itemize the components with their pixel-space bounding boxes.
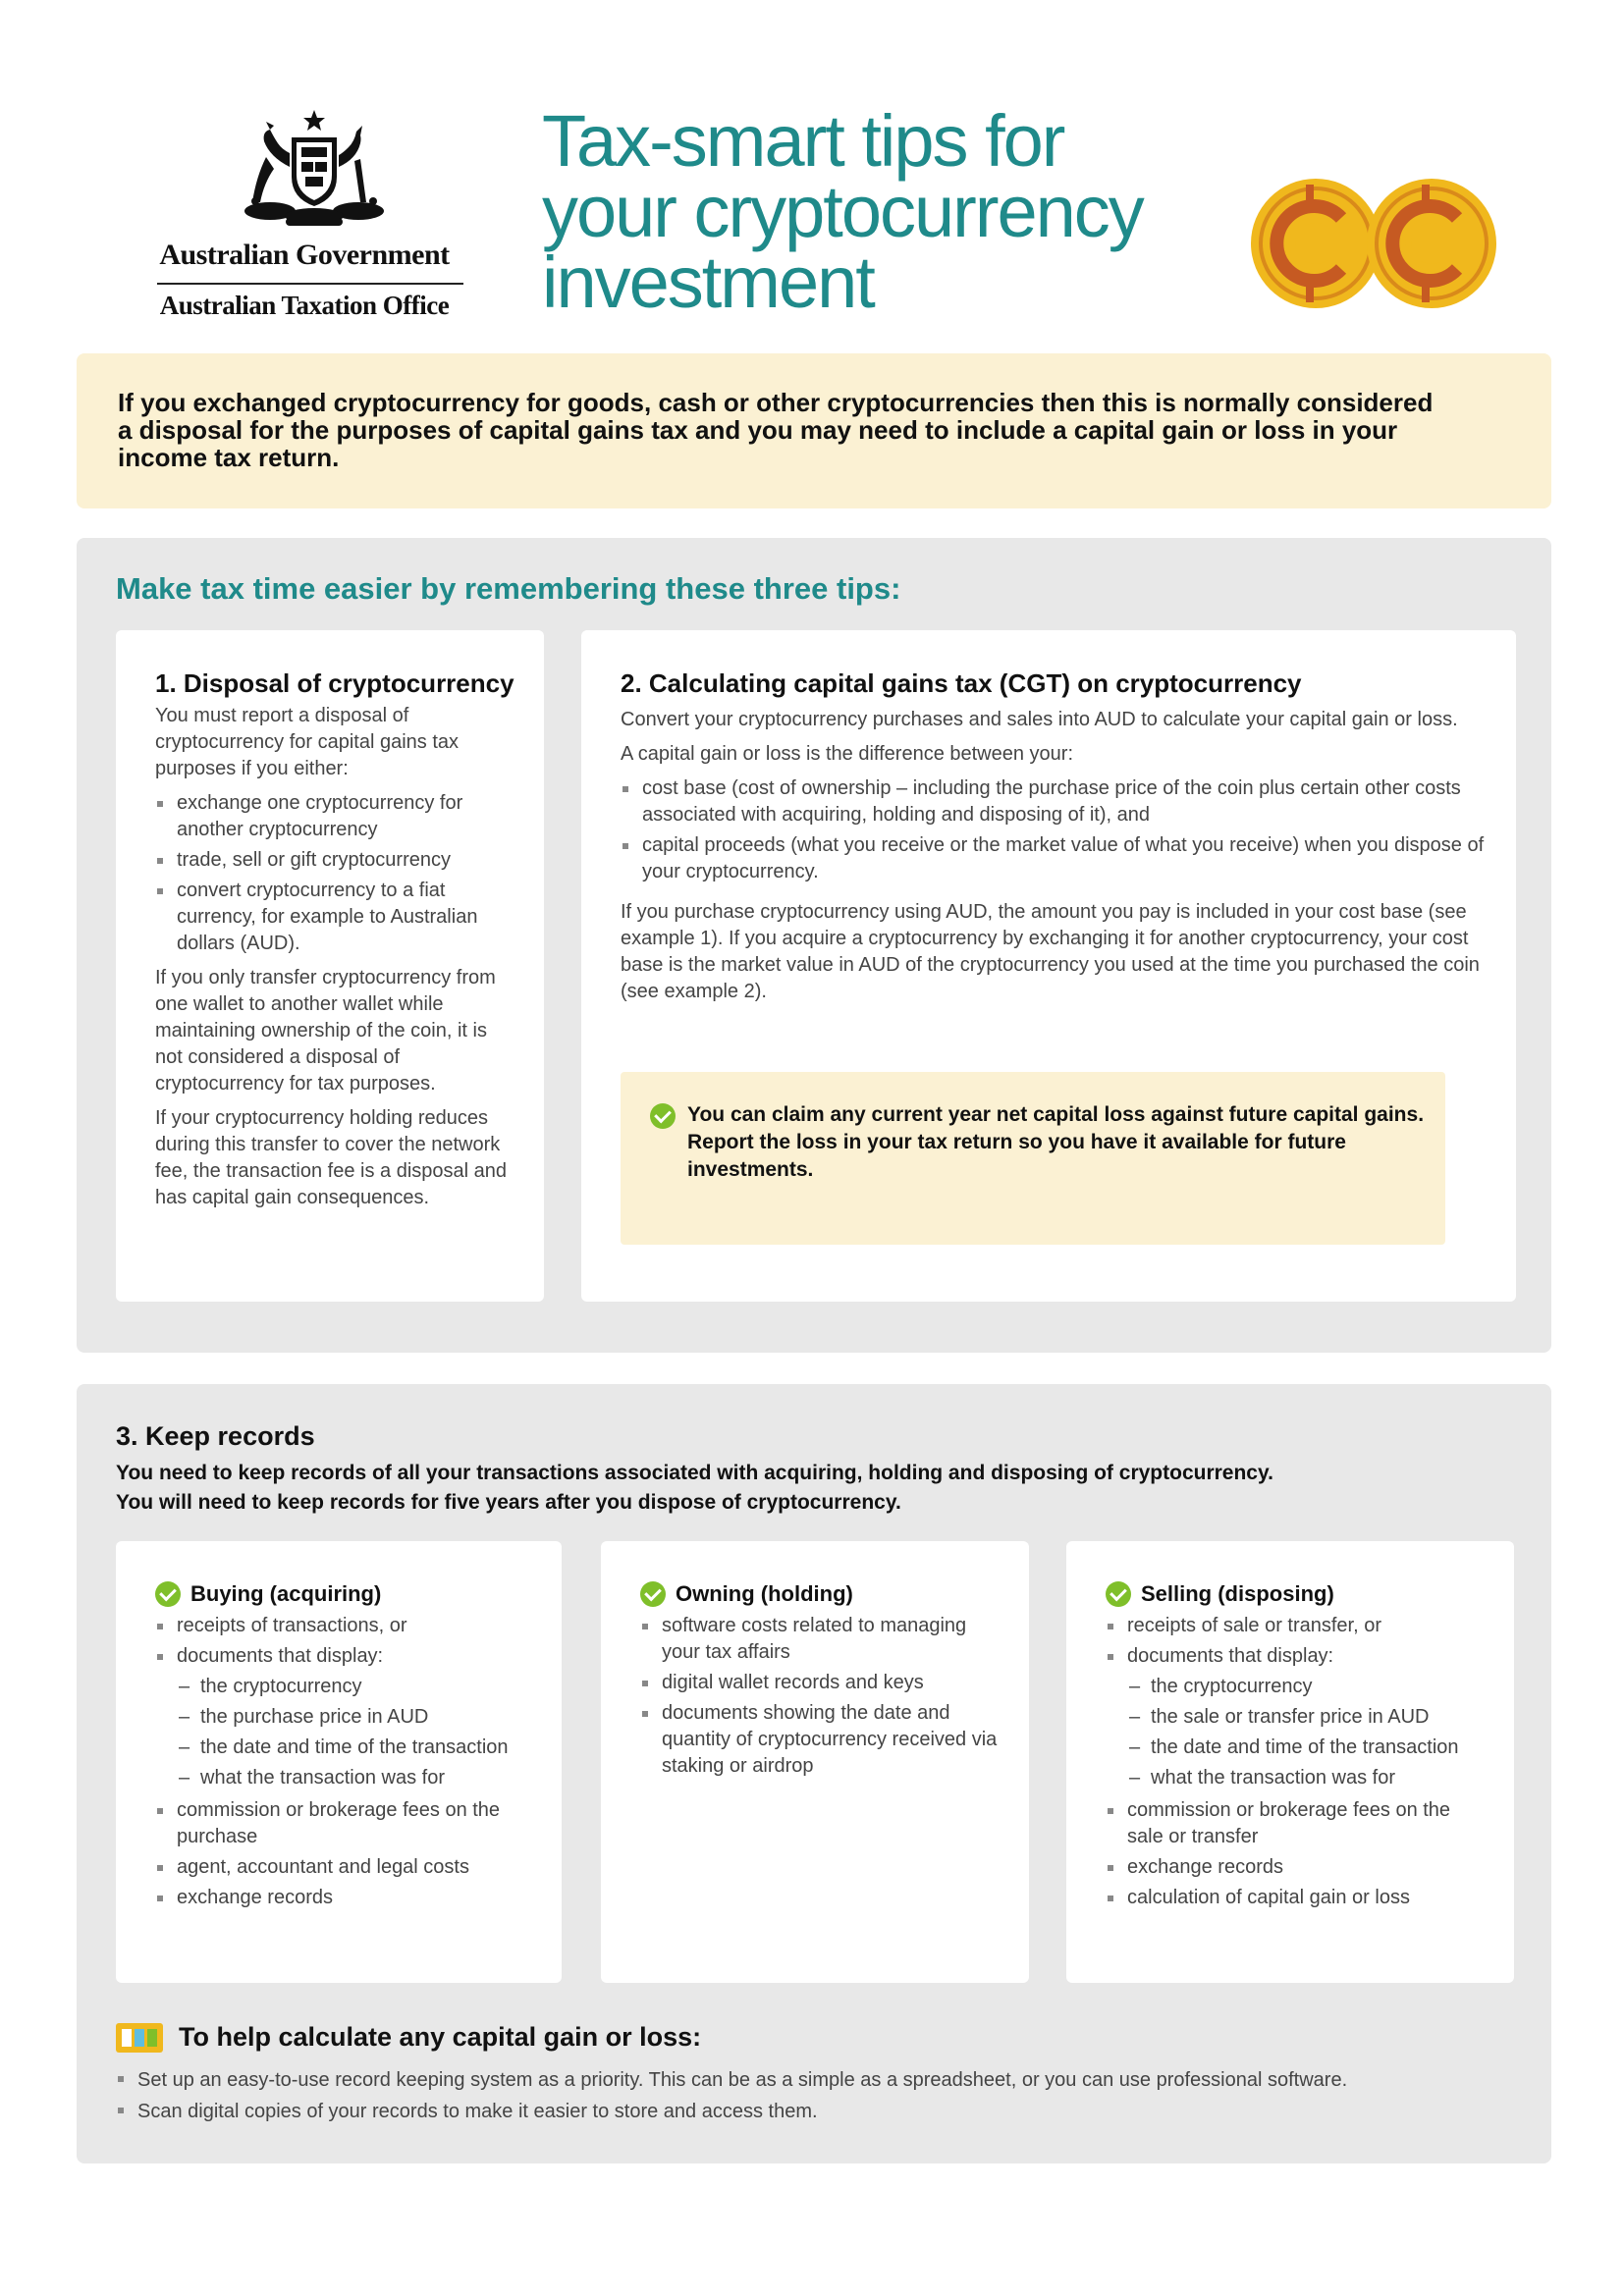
list-item: Scan digital copies of your records to make it easier to store and access them. [116, 2097, 1530, 2126]
owning-title [640, 1580, 1000, 1607]
tip1-title: 1. Disposal of cryptocurrency [155, 668, 514, 698]
crypto-coins-illustration [1247, 175, 1502, 312]
buying-list [155, 1613, 532, 1670]
help-list [116, 2065, 1530, 2134]
owning-title-text: Owning (holding) [676, 1581, 853, 1606]
title-line-2: your cryptocurrency [542, 171, 1143, 252]
tip-text: You can claim any current year net capital loss against future capital gains. Report the loss in your tax return so you have it available for future investments. [687, 1103, 1425, 1181]
list-item: – what the transaction was for [1129, 1765, 1485, 1791]
list-item: – the date and time of the transaction [179, 1735, 532, 1761]
selling-title [1106, 1580, 1485, 1607]
help-title [116, 2022, 701, 2053]
list-item: – the cryptocurrency [1129, 1674, 1485, 1700]
title-line-3: investment [542, 241, 874, 323]
list-item: cost base (cost of ownership – including the purchase price of the coin plus certain other costs associated with acquiring, holding and disposing of it), and [621, 775, 1485, 828]
list-item: receipts of transactions, or [155, 1613, 532, 1639]
list-item: documents that display: [1106, 1643, 1485, 1670]
tip2-title: 2. Calculating capital gains tax (CGT) on cryptocurrency [621, 668, 1302, 698]
owning-list [640, 1613, 1000, 1780]
check-icon [1106, 1581, 1131, 1607]
list-item: Set up an easy-to-use record keeping system as a priority. This can be as a simple as a spreadsheet, or you can use professional software. [116, 2065, 1530, 2095]
logo-divider [157, 283, 463, 285]
tip2-para2: A capital gain or loss is the difference between your: [621, 743, 1074, 765]
list-item: trade, sell or gift cryptocurrency [155, 847, 518, 874]
list-item: calculation of capital gain or loss [1106, 1885, 1485, 1911]
page-title [542, 100, 1229, 323]
selling-title-text: Selling (disposing) [1141, 1581, 1334, 1606]
records-section [77, 1384, 1551, 2163]
selling-sublist [1129, 1674, 1485, 1791]
calculator-icon [116, 2023, 163, 2053]
list-item: digital wallet records and keys [640, 1670, 1000, 1696]
owning-card [601, 1541, 1029, 1983]
list-item: receipts of sale or transfer, or [1106, 1613, 1485, 1639]
tip1-list [155, 790, 518, 957]
list-item: commission or brokerage fees on the sale or transfer [1106, 1797, 1485, 1850]
help-title-text: To help calculate any capital gain or loss: [179, 2022, 702, 2052]
intro-panel [77, 353, 1551, 508]
buying-list-more [155, 1797, 532, 1911]
buying-title [155, 1580, 532, 1607]
list-item: – the purchase price in AUD [179, 1704, 532, 1731]
records-sub-line-2: You will need to keep records for five years after you dispose of cryptocurrency. [116, 1491, 901, 1514]
tip1-para2: If your cryptocurrency holding reduces during this transfer to cover the network fee, the transaction fee is a disposal and has capital gain consequences. [155, 1107, 508, 1208]
tip1-intro: You must report a disposal of cryptocurrency for capital gains tax purposes if you either: [155, 705, 460, 779]
tip2-para3: If you purchase cryptocurrency using AUD, the amount you pay is included in your cost base (see example 1). If you acquire a cryptocurrency by exchanging it for another cryptocurrency, your cost base is the market value in AUD of the cryptocurrency you used at the time you purchased the coin (see example 2). [621, 901, 1480, 1002]
check-icon [640, 1581, 666, 1607]
list-item: – the sale or transfer price in AUD [1129, 1704, 1485, 1731]
list-item: – the cryptocurrency [179, 1674, 532, 1700]
tips-heading: Make tax time easier by remembering these three tips: [116, 571, 901, 606]
list-item: documents showing the date and quantity of cryptocurrency received via staking or airdrop [640, 1700, 1000, 1780]
list-item: agent, accountant and legal costs [155, 1854, 532, 1881]
list-item: documents that display: [155, 1643, 532, 1670]
capital-loss-tip [621, 1072, 1445, 1245]
tip1-card [116, 630, 544, 1302]
selling-list-more [1106, 1797, 1485, 1911]
list-item: capital proceeds (what you receive or the market value of what you receive) when you dispose of your cryptocurrency. [621, 832, 1485, 885]
tip2-para1: Convert your cryptocurrency purchases and sales into AUD to calculate your capital gain or loss. [621, 709, 1458, 730]
intro-text: If you exchanged cryptocurrency for goods, cash or other cryptocurrencies then this is normally considered a disposal for the purposes of capital gains tax and you may need to include a capital gain or loss in your income tax return. [118, 388, 1434, 472]
tip2-list [621, 775, 1485, 885]
tip1-para1: If you only transfer cryptocurrency from one wallet to another wallet while maintaining ownership of the coin, it is not considered a disposal of cryptocurrency for tax purposes. [155, 967, 496, 1095]
coin-icon [1247, 175, 1502, 312]
list-item: software costs related to managing your tax affairs [640, 1613, 1000, 1666]
records-title: 3. Keep records [116, 1421, 315, 1451]
list-item: exchange records [155, 1885, 532, 1911]
tips-section [77, 538, 1551, 1353]
records-subtitle [116, 1459, 1490, 1518]
buying-sublist [179, 1674, 532, 1791]
title-line-1: Tax-smart tips for [542, 100, 1064, 182]
list-item: – what the transaction was for [179, 1765, 532, 1791]
list-item: commission or brokerage fees on the purchase [155, 1797, 532, 1850]
office-name: Australian Taxation Office [159, 291, 450, 320]
selling-card [1066, 1541, 1514, 1983]
check-icon [155, 1581, 181, 1607]
buying-card [116, 1541, 562, 1983]
buying-title-text: Buying (acquiring) [190, 1581, 382, 1606]
list-item: convert cryptocurrency to a fiat currency, for example to Australian dollars (AUD). [155, 878, 518, 957]
tip2-card [581, 630, 1516, 1302]
list-item: – the date and time of the transaction [1129, 1735, 1485, 1761]
coat-of-arms-icon [231, 108, 398, 231]
check-icon [650, 1103, 676, 1129]
records-sub-line-1: You need to keep records of all your transactions associated with acquiring, holding and disposing of cryptocurrency. [116, 1462, 1273, 1484]
list-item: exchange records [1106, 1854, 1485, 1881]
government-name: Australian Government [159, 239, 450, 271]
list-item: exchange one cryptocurrency for another cryptocurrency [155, 790, 518, 843]
selling-list [1106, 1613, 1485, 1670]
